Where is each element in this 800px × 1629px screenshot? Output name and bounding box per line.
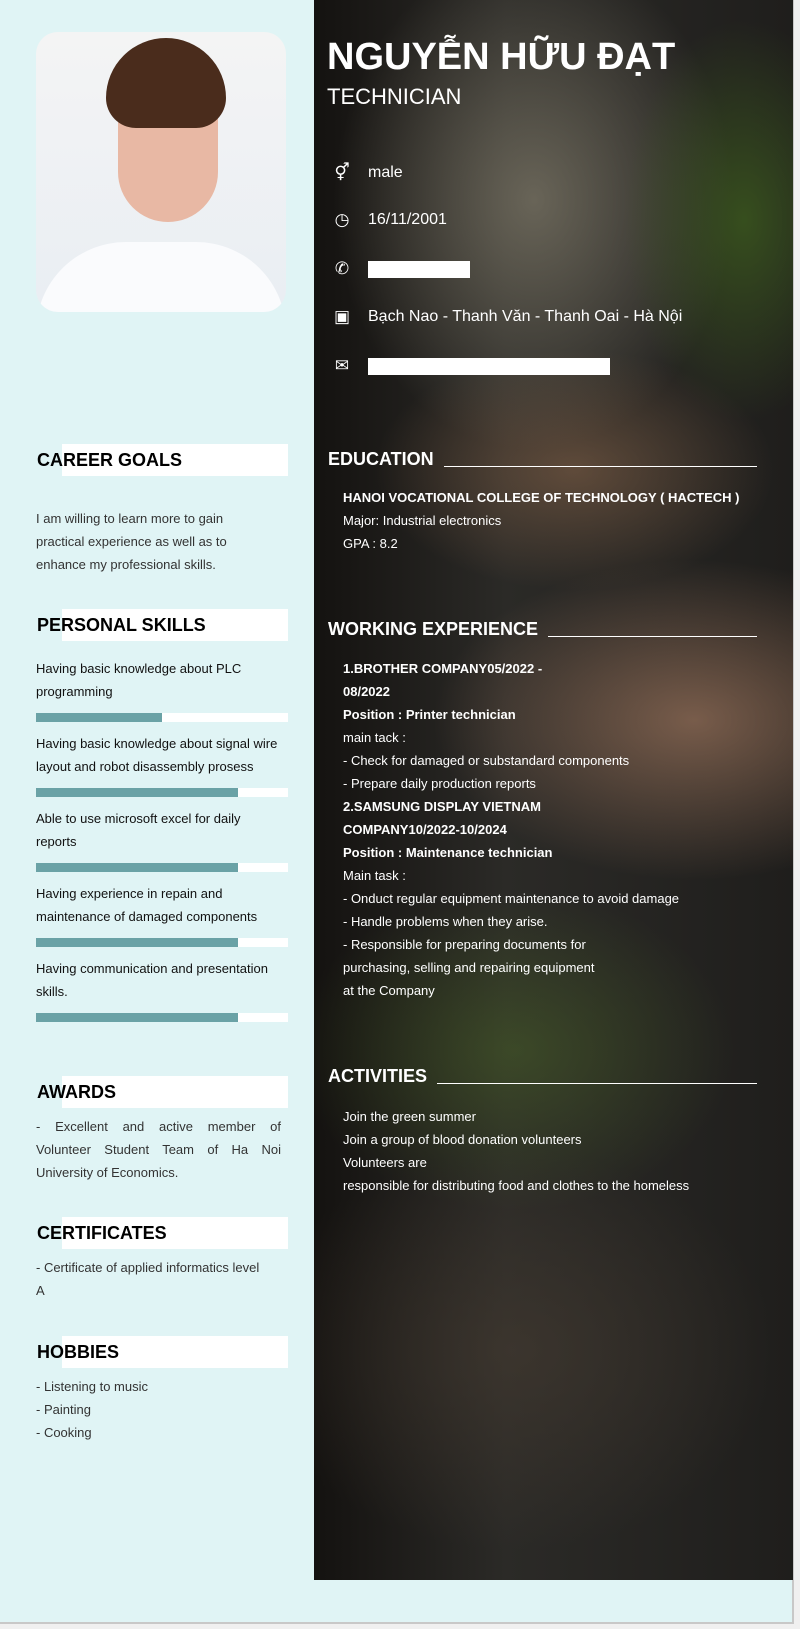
text-line: practical experience as well as to — [36, 534, 227, 549]
gender-value: male — [368, 164, 403, 181]
text-line: - Excellent and active member of — [36, 1119, 281, 1134]
education-heading: EDUCATION — [328, 449, 757, 470]
text-line: - Listening to music — [36, 1379, 148, 1394]
text-line: I am willing to learn more to gain — [36, 511, 224, 526]
text-line: Able to use microsoft excel for daily — [36, 811, 241, 826]
text-line: programming — [36, 684, 113, 699]
text-line: - Painting — [36, 1402, 91, 1417]
text-line: reports — [36, 834, 77, 849]
address-row — [332, 307, 682, 327]
experience-line: Main task : — [343, 868, 406, 883]
activity-item: responsible for distributing food and clothes to the homeless — [343, 1178, 690, 1193]
certificates-text — [36, 1256, 281, 1302]
activities-content — [343, 1105, 689, 1197]
address-book-icon: ▣ — [333, 307, 351, 326]
experience-line: - Responsible for preparing documents for — [343, 937, 586, 952]
activity-item: Join a group of blood donation volunteers — [343, 1132, 582, 1147]
skill-level-bar — [36, 863, 288, 872]
career-goals-text — [36, 507, 281, 576]
section-heading: AWARDS — [36, 1076, 288, 1108]
text-line: enhance my professional skills. — [36, 557, 216, 572]
experience-line: COMPANY10/2022-10/2024 — [343, 822, 507, 837]
right-column — [314, 0, 793, 1580]
section-heading: PERSONAL SKILLS — [36, 609, 288, 641]
skill-level-fill — [36, 863, 238, 872]
experience-heading: WORKING EXPERIENCE — [328, 619, 757, 640]
text-line: skills. — [36, 984, 68, 999]
experience-line: purchasing, selling and repairing equipment — [343, 960, 595, 975]
skill-item — [36, 807, 281, 853]
education-content — [343, 486, 740, 555]
skill-level-bar — [36, 713, 288, 722]
major: Major: Industrial electronics — [343, 513, 502, 528]
text-line: Having basic knowledge about PLC — [36, 661, 242, 676]
text-line: University of Economics. — [36, 1165, 179, 1180]
text-line: Having communication and presentation — [36, 961, 268, 976]
school-name: HANOI VOCATIONAL COLLEGE OF TECHNOLOGY ( HACTECH ) — [343, 490, 740, 505]
activity-item: Join the green summer — [343, 1109, 476, 1124]
gender-row — [332, 163, 403, 183]
text-line: Volunteer Student Team of Ha Noi — [36, 1142, 281, 1157]
text-line: maintenance of damaged components — [36, 909, 258, 924]
text-line: Having experience in repain and — [36, 886, 223, 901]
experience-line: - Handle problems when they arise. — [343, 914, 548, 929]
experience-line: Position : Printer technician — [343, 707, 516, 722]
activity-item: Volunteers are — [343, 1155, 427, 1170]
envelope-icon: ✉ — [334, 356, 350, 375]
text-line: - Cooking — [36, 1425, 92, 1440]
phone-redacted — [368, 261, 470, 278]
skill-level-bar — [36, 938, 288, 947]
job-title: TECHNICIAN — [327, 84, 462, 109]
gpa: GPA : 8.2 — [343, 536, 398, 551]
skill-level-fill — [36, 938, 238, 947]
skill-level-fill — [36, 713, 162, 722]
experience-line: 1.BROTHER COMPANY05/2022 - — [343, 661, 543, 676]
experience-line: 2.SAMSUNG DISPLAY VIETNAM — [343, 799, 541, 814]
gender-icon: ⚥ — [334, 163, 350, 182]
text-line: A — [36, 1283, 45, 1298]
experience-line: at the Company — [343, 983, 435, 998]
experience-line: Position : Maintenance technician — [343, 845, 553, 860]
text-line: Having basic knowledge about signal wire — [36, 736, 278, 751]
skill-item — [36, 882, 281, 928]
skill-item — [36, 657, 281, 703]
address-value: Bạch Nao - Thanh Văn - Thanh Oai - Hà Nội — [368, 308, 683, 325]
text-line: - Certificate of applied informatics level — [36, 1260, 260, 1275]
skill-level-fill — [36, 788, 238, 797]
profile-photo — [36, 32, 286, 312]
phone-row — [332, 259, 470, 279]
clock-icon: ◷ — [334, 210, 350, 229]
email-row — [332, 356, 610, 376]
experience-line: main tack : — [343, 730, 406, 745]
skill-item — [36, 732, 281, 778]
candidate-name: NGUYỄN HỮU ĐẠT — [327, 36, 676, 78]
text-line: layout and robot disassembly prosess — [36, 759, 254, 774]
awards-text — [36, 1115, 281, 1184]
phone-icon: ✆ — [334, 259, 350, 278]
section-heading: CAREER GOALS — [36, 444, 288, 476]
skill-level-bar — [36, 788, 288, 797]
skill-item — [36, 957, 281, 1003]
experience-line: 08/2022 — [343, 684, 390, 699]
activities-heading: ACTIVITIES — [328, 1066, 757, 1087]
birthdate-row — [332, 210, 447, 230]
section-heading: HOBBIES — [36, 1336, 288, 1368]
experience-line: - Onduct regular equipment maintenance to avoid damage — [343, 891, 680, 906]
skill-level-fill — [36, 1013, 238, 1022]
experience-content — [343, 657, 679, 1002]
skill-level-bar — [36, 1013, 288, 1022]
section-heading: CERTIFICATES — [36, 1217, 288, 1249]
email-redacted — [368, 358, 610, 375]
birthdate-value: 16/11/2001 — [368, 211, 447, 228]
experience-line: - Prepare daily production reports — [343, 776, 536, 791]
hobbies-text — [36, 1375, 281, 1444]
experience-line: - Check for damaged or substandard components — [343, 753, 630, 768]
